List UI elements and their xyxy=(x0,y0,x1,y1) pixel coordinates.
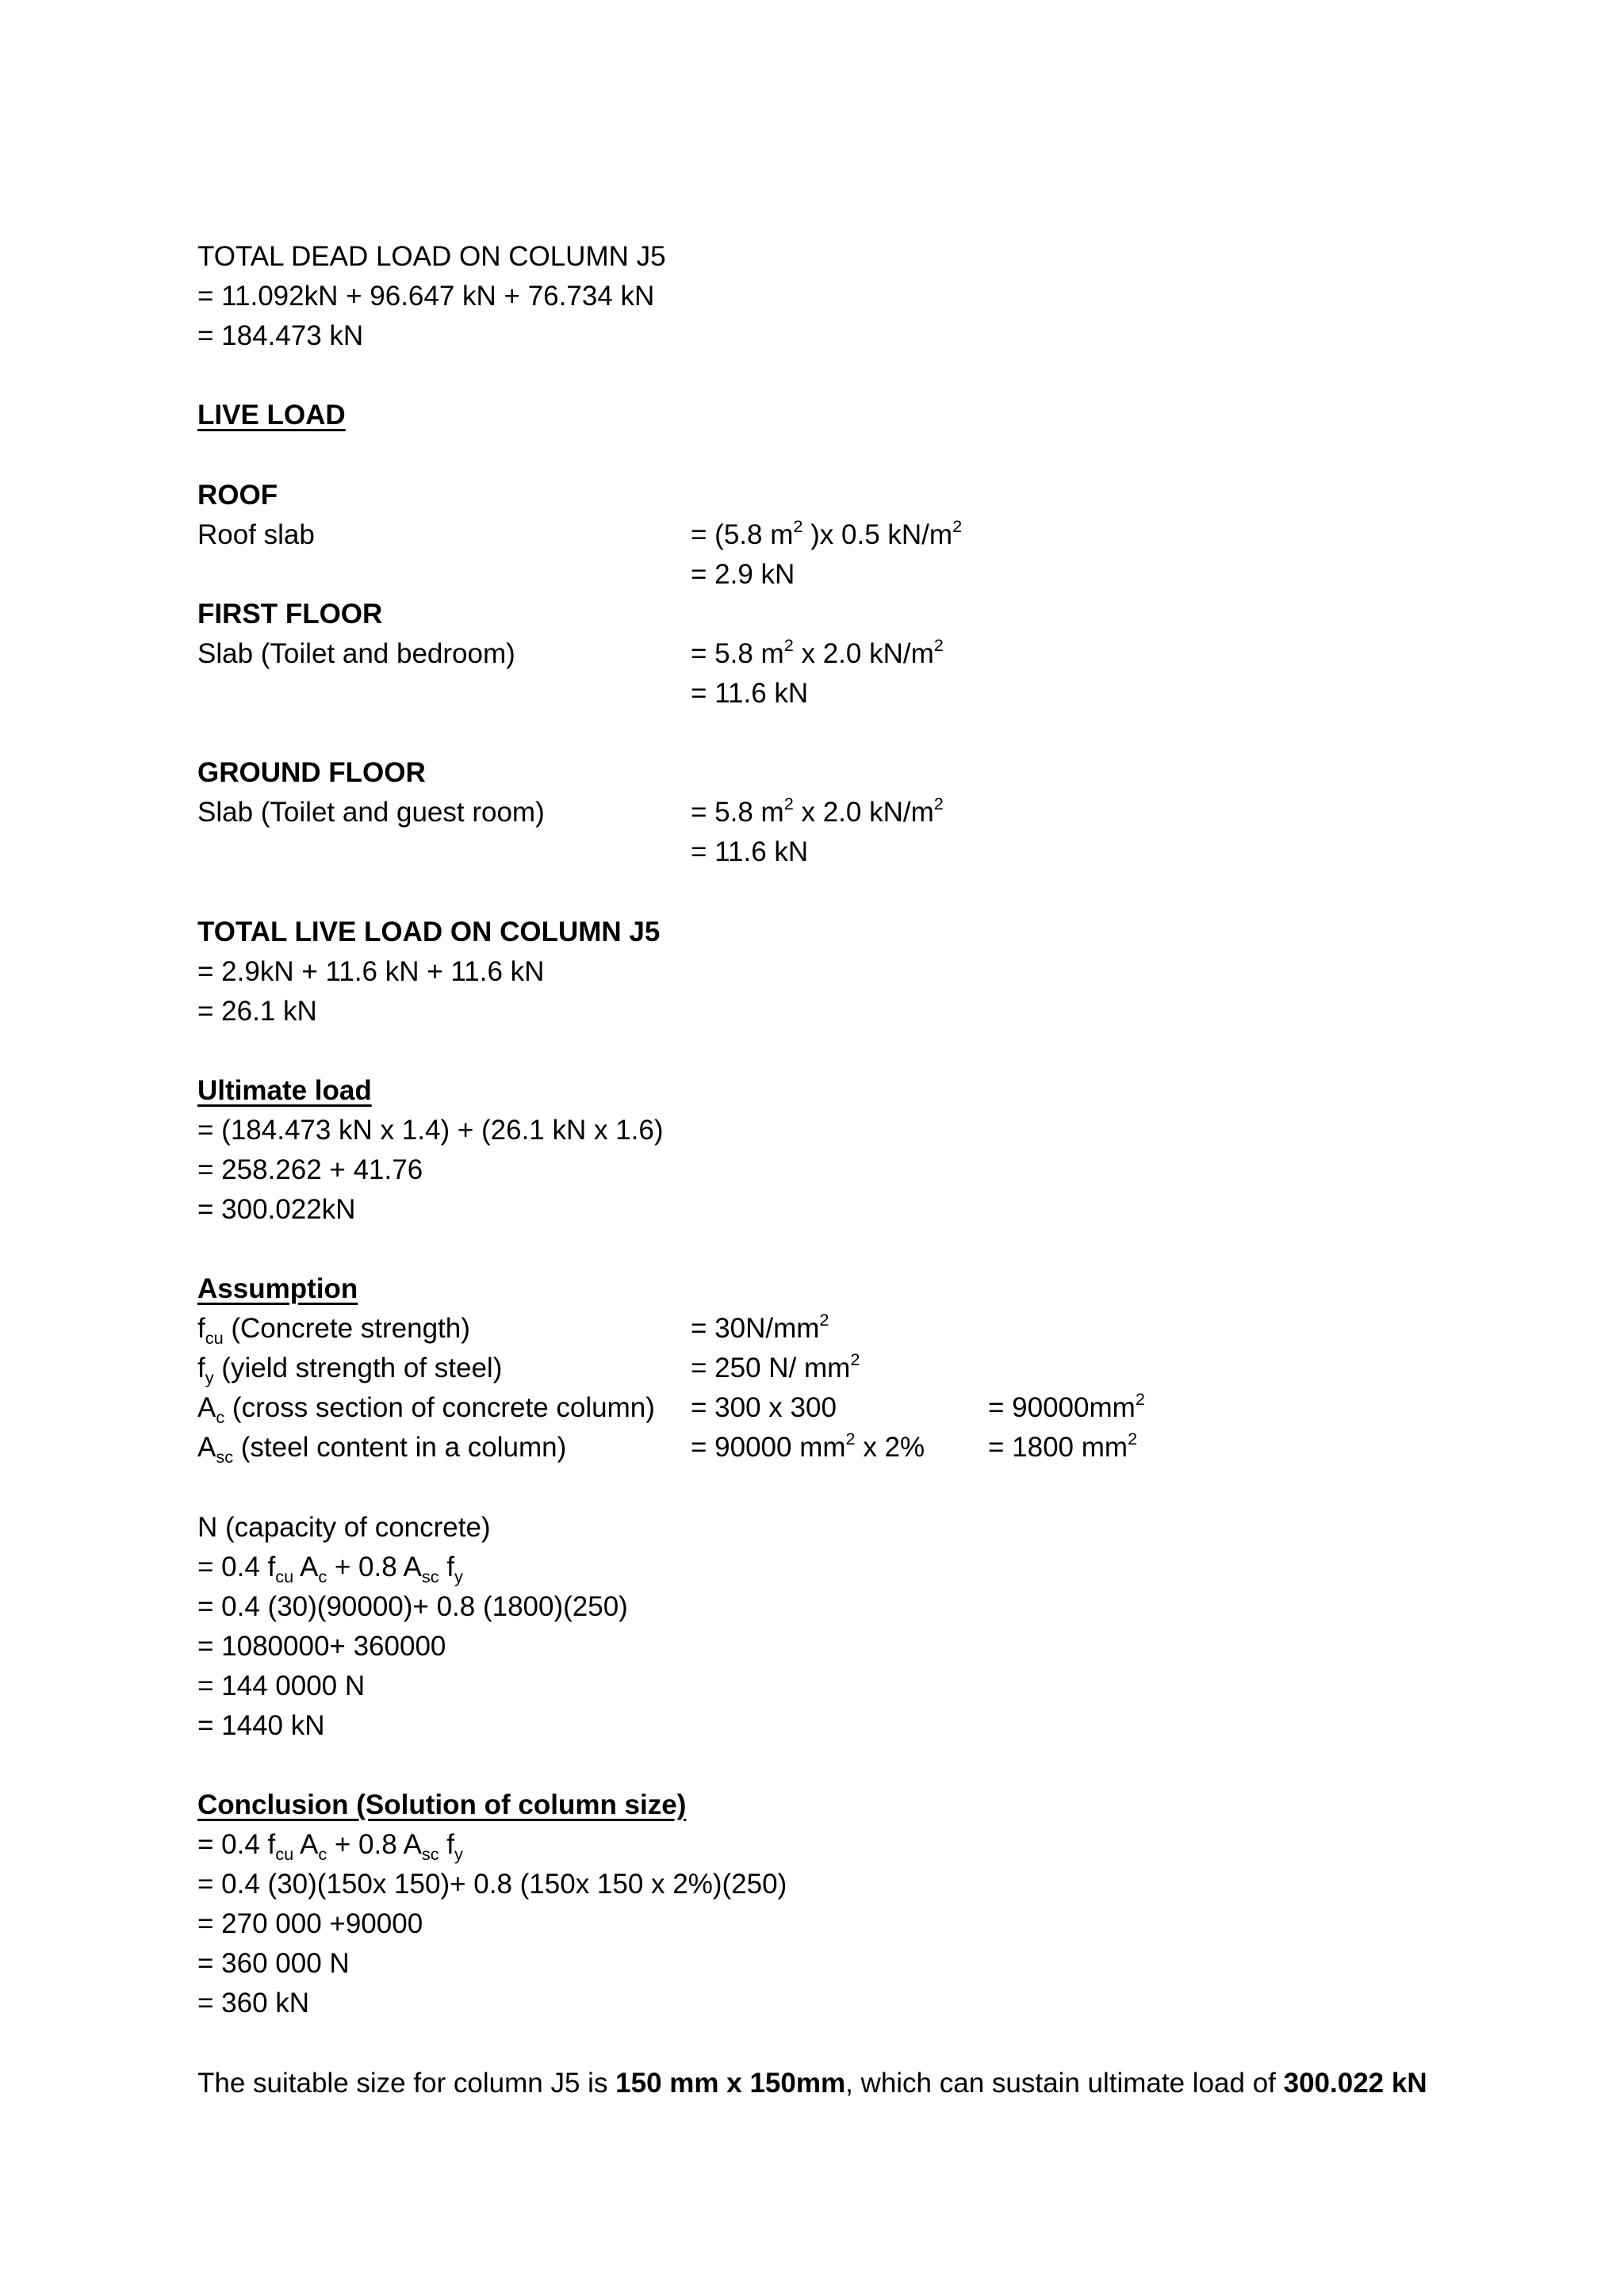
conclusion-line: = 270 000 +90000 xyxy=(197,1908,423,1939)
capacity-result: = 1440 kN xyxy=(197,1710,325,1741)
fy-value: = 250 N/ $mm^2$ xyxy=(691,1349,860,1383)
ground-floor-heading: GROUND FLOOR xyxy=(197,757,426,788)
roof-slab-label: Roof slab xyxy=(197,519,315,550)
fcu-value: = $30N/mm^2$ xyxy=(691,1310,829,1344)
final-statement: The suitable size for column J5 is 150 mm x 150mm, which can sustain ultimate load of 300.022 kN xyxy=(197,2068,1427,2099)
ultimate-load-line: = 258.262 + 41.76 xyxy=(197,1154,423,1185)
conclusion-result: = 360 kN xyxy=(197,1988,310,2019)
first-floor-slab-equation: = 5.8 $m^2$ x 2.0 $kN/m^2$ xyxy=(691,635,944,669)
dead-load-sum-line: = 11.092kN + 96.647 kN + 76.734 kN xyxy=(197,281,655,312)
conclusion-line: = 360 000 N xyxy=(197,1948,350,1979)
live-load-result-line: = 26.1 kN xyxy=(197,996,317,1027)
first-floor-heading: FIRST FLOOR xyxy=(197,599,383,629)
capacity-line: = 0.4 (30)(90000)+ 0.8 (1800)(250) xyxy=(197,1591,628,1622)
asc-result: = 1800 $mm^2$ xyxy=(988,1429,1138,1463)
fcu-label: $f_{cu}$ (Concrete strength) xyxy=(197,1313,470,1348)
capacity-formula: = 0.4 $f_{cu}$ $A_c + 0.8$ $A_{sc}$ $f_y$ xyxy=(197,1552,463,1586)
dead-load-total-title: TOTAL DEAD LOAD ON COLUMN J5 xyxy=(197,241,666,272)
ultimate-load-heading: Ultimate load xyxy=(197,1075,372,1106)
final-ultimate-load: 300.022 kN xyxy=(1283,2068,1427,2099)
ultimate-load-result: = 300.022kN xyxy=(197,1194,356,1225)
ground-floor-slab-equation: = 5.8 $m^2$ x 2.0 $kN/m^2$ xyxy=(691,794,944,828)
live-load-sum-line: = 2.9kN + 11.6 kN + 11.6 kN xyxy=(197,956,545,987)
capacity-line: = 1080000+ 360000 xyxy=(197,1631,446,1662)
capacity-title: N (capacity of concrete) xyxy=(197,1512,491,1543)
ac-label: $A_c$ (cross section of concrete column) xyxy=(197,1392,655,1427)
fy-label: $f_y$ (yield strength of steel) xyxy=(197,1353,503,1387)
roof-slab-result: = 2.9 kN xyxy=(691,559,795,590)
dead-load-result-line: = 184.473 kN xyxy=(197,320,364,351)
final-column-size: 150 mm x 150mm xyxy=(615,2068,846,2099)
live-load-heading: LIVE LOAD xyxy=(197,400,346,430)
ground-floor-slab-result: = 11.6 kN xyxy=(691,836,809,867)
first-floor-slab-label: Slab (Toilet and bedroom) xyxy=(197,638,515,669)
ultimate-load-line: = (184.473 kN x 1.4) + (26.1 kN x 1.6) xyxy=(197,1115,664,1146)
assumption-heading: Assumption xyxy=(197,1273,358,1304)
capacity-line: = 144 0000 N xyxy=(197,1670,366,1701)
live-load-total-title: TOTAL LIVE LOAD ON COLUMN J5 xyxy=(197,916,661,947)
ac-result: = $90000mm^2$ xyxy=(988,1389,1145,1423)
ac-value: = 300 x 300 xyxy=(691,1392,837,1423)
conclusion-heading: Conclusion (Solution of column size) xyxy=(197,1789,687,1820)
ground-floor-slab-label: Slab (Toilet and guest room) xyxy=(197,797,545,828)
conclusion-formula: = 0.4 $f_{cu}$ $A_c + 0.8$ $A_{sc}$ $f_y$ xyxy=(197,1829,463,1864)
asc-value: = 90000 $mm^2$ x 2% xyxy=(691,1429,925,1463)
first-floor-slab-result: = 11.6 kN xyxy=(691,678,809,709)
roof-slab-equation: = (5.8 $m^2$ )x 0.5 $kN/m^2$ xyxy=(691,516,963,550)
asc-label: $A_{sc}$ (steel content in a column) xyxy=(197,1432,567,1467)
conclusion-line: = 0.4 (30)(150x 150)+ 0.8 (150x 150 x 2%)(250) xyxy=(197,1869,787,1900)
roof-heading: ROOF xyxy=(197,480,278,511)
